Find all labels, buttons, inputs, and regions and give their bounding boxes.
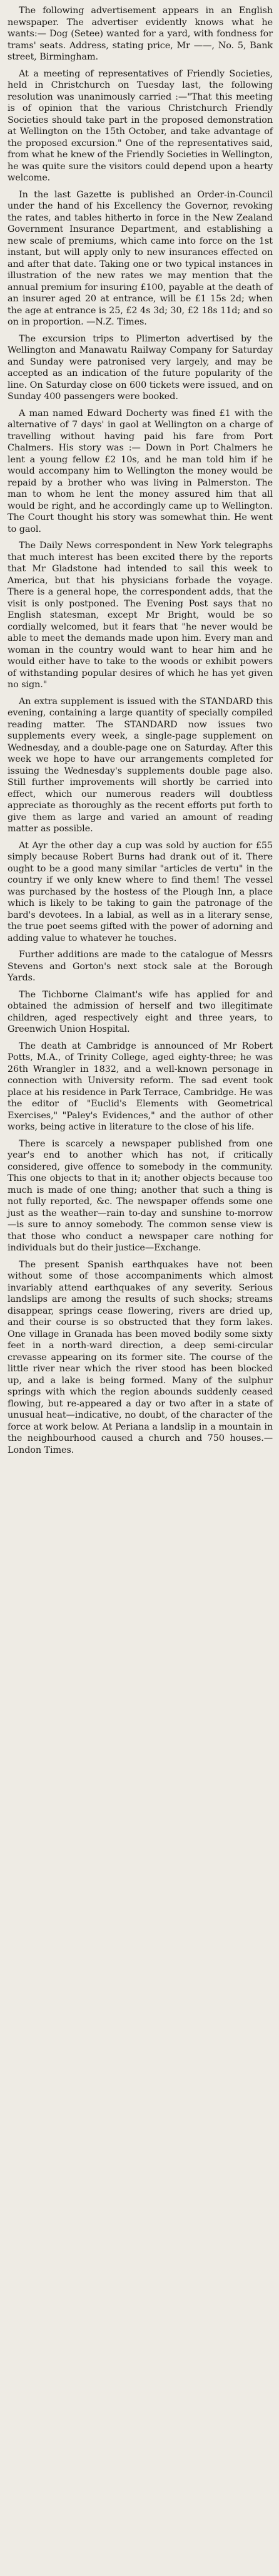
- paragraph-burns-cup: At Ayr the other day a cup was sold by auction for £55 simply because Robert Burns had drank out of it. There ought to be a good many similar "articles de vertu" in the country if we only knew where to find them! The vessel was purchased by the hostess of the Plough Inn, a place which is likely to be taking to gain the patronage of the bard's devotees. In a labial, as well as in a literary sense, the true poet seems gifted with the power of adorning and adding value to whatever he touches.: [8, 840, 273, 943]
- paragraph-plimerton-excursion: The excursion trips to Plimerton advertised by the Wellington and Manawatu Railway Company for Saturday and Sunday were patronised very largely, and may be accepted as an indication of the future popularity of the line. On Saturday close on 600 tickets were issued, and on Sunday 400 passengers were booked.: [8, 333, 273, 402]
- paragraph-spanish-earthquakes: The present Spanish earthquakes have not been without some of those accompaniments which almost invariably attend earthquakes of any severity. Serious landslips are among the results of such shocks; streams disappear, springs cease flowering, rivers are dried up, and their course is so obstructed that they form lakes. One village in Granada has been moved bodily some sixty feet in a north-ward direction, a deep semi-circular crevasse appearing on its former site. The course of the little river near which the river stood has been blocked up, and a lake is being formed. Many of the sulphur springs with which the region abounds suddenly ceased flowing, but re-appeared a day or two after in a state of unusual heat—indicative, no doubt, of the character of the force at work below. At Periana a landslip in a mountain in the neighbourhood caused a church and 750 houses.—London Times.: [8, 1259, 273, 1455]
- paragraph-stock-sale: Further additions are made to the catalogue of Messrs Stevens and Gorton's next stock sale at the Borough Yards.: [8, 950, 273, 983]
- paragraph-newspaper-offence: There is scarcely a newspaper published from one year's end to another which has not, if critically considered, give offence to somebody in the community. This one objects to that in it; another objects because too much is made of one thing; another that such a thing is not fully reported, &c. The newspaper offends some one just as the weather—rain to-day and sunshine to-morrow—is sure to annoy somebody. The common sense view is that those who conduct a newspaper care nothing for individuals but do their justice—Exchange.: [8, 1138, 273, 1253]
- paragraph-tichborne-claimant: The Tichborne Claimant's wife has applied for and obtained the admission of herself and two illegitimate children, aged respectively eight and three years, to Greenwich Union Hospital.: [8, 989, 273, 1034]
- paragraph-robert-potts-death: The death at Cambridge is announced of Mr Robert Potts, M.A., of Trinity College, aged eighty-three; he was 26th Wrangler in 1832, and a well-known personage in connection with University reform. The sad event took place at his residence in Park Terrace, Cambridge. He was the editor of "Euclid's Elements with Geometrical Exercises," "Paley's Evidences," and the author of other works, being active in literature to the close of his life.: [8, 1041, 273, 1132]
- paragraph-gladstone-visit: The Daily News correspondent in New York telegraphs that much interest has been excited there by the reports that Mr Gladstone had intended to sail this week to America, but that his physicians forbade the voyage. There is a general hope, the correspondent adds, that the visit is only postponed. The Evening Post says that no English statesman, except Mr Bright, would be so cordially welcomed, but it fears that "he never would be able to meet the demands made upon him. Every man and woman in the country would want to hear him and he would either have to take to the woods or exhibit powers of withstanding popular desires of which he has yet given no sign.": [8, 541, 273, 690]
- paragraph-friendly-societies: At a meeting of representatives of Friendly Societies, held in Christchurch on Tuesday last, the following resolution was unanimously carried :—"That this meeting is of opinion that the various Christchurch Friendly Societies should take part in the proposed demonstration at Wellington on the 15th October, and take advantage of the proposed excursion." One of the representatives said, from what he knew of the Friendly Societies in Wellington, he was quite sure the visitors could depend upon a hearty welcome.: [8, 68, 273, 183]
- paragraph-docherty-fined: A man named Edward Docherty was fined £1 with the alternative of 7 days' in gaol at Wellington on a charge of travelling without having paid his fare from Port Chalmers. His story was :— Down in Port Chalmers he lent a young fellow £2 10s, and he man told him if he would accompany him to Wellington the money would be repaid by a brother who was living in Palmerston. The man to whom he lent the money assured him that all would be right, and he accordingly came up to Wellington. The Court thought his story was somewhat thin. He went to gaol.: [8, 408, 273, 534]
- paragraph-standard-supplement: An extra supplement is issued with the STANDARD this evening, containing a large quantity of specially compiled reading matter. The STANDARD now issues two supplements every week, a single-page supplement on Wednesday, and a double-page one on Saturday. After this week we hope to have our arrangements completed for issuing the Wednesday's supplements double page also. Still further improvements will shortly be carried into effect, which our numerous readers will doubtless appreciate as thoroughly as the recent efforts put forth to give them as large and varied an amount of reading matter as possible.: [8, 696, 273, 834]
- paragraph-dog-advertisement: The following advertisement appears in an English newspaper. The advertiser evidently knows what he wants:— Dog (Setee) wanted for a yard, with fondness for trams' seats. Address, stating price, Mr ——, No. 5, Bank street, Birmingham.: [8, 6, 273, 62]
- paragraph-insurance-gazette: In the last Gazette is published an Order-in-Council under the hand of his Excellency the Governor, revoking the rates, and tables hitherto in force in the New Zealand Government Insurance Department, and establishing a new scale of premiums, which came into force on the 1st instant, but will apply only to new insurances effected on and after that date. Taking one or two typical instances in illustration of the new rates we may mention that the annual premium for insuring £100, payable at the death of an insurer aged 20 at entrance, will be £1 15s 2d; when the age at entrance is 25, £2 4s 3d; 30, £2 18s 11d; and so on in proportion. —N.Z. Times.: [8, 189, 273, 327]
